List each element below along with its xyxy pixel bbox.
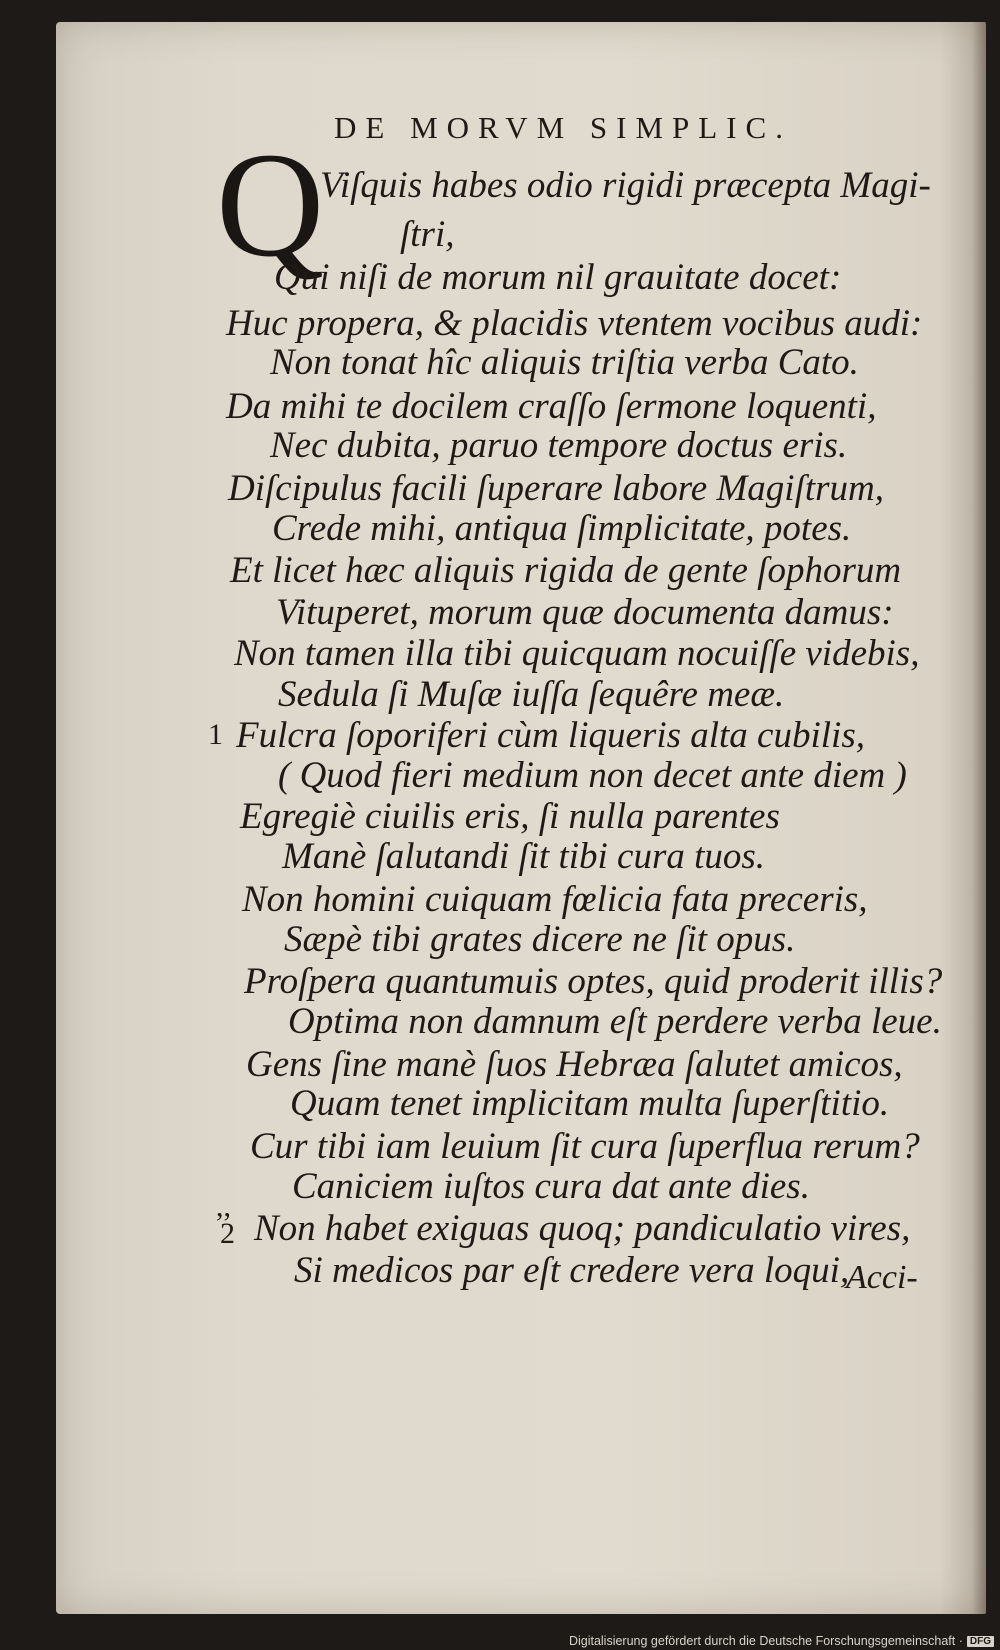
margin-note-2: 2 bbox=[220, 1217, 235, 1250]
verse-line: Non tamen illa tibi quicquam nocuiſſe videbis, bbox=[234, 633, 920, 674]
verse-line: Cur tibi iam leuium ſit cura ſuperflua rerum? bbox=[250, 1126, 920, 1167]
verse-line: Quam tenet implicitam multa ſuperſtitio. bbox=[290, 1083, 890, 1124]
verse-line: Vituperet, morum quæ documenta damus: bbox=[276, 592, 894, 633]
running-head: DE MORVM SIMPLIC. bbox=[334, 110, 792, 145]
verse-line: Si medicos par eſt credere vera loqui, bbox=[294, 1250, 850, 1291]
dfg-logo: DFG bbox=[967, 1636, 994, 1647]
verse-line: Sedula ſi Muſæ iuſſa ſequêre meæ. bbox=[278, 674, 785, 715]
verse-line: Diſcipulus facili ſuperare labore Magiſtrum, bbox=[228, 468, 885, 509]
drop-cap: Q bbox=[216, 122, 325, 288]
verse-line: Qui niſi de morum nil grauitate docet: bbox=[274, 257, 842, 298]
digitization-credit bbox=[569, 1634, 994, 1648]
verse-line: Egregiè ciuilis eris, ſi nulla parentes bbox=[240, 796, 780, 837]
verse-line: Sæpè tibi grates dicere ne ſit opus. bbox=[284, 919, 796, 960]
verse-line: ſtri, bbox=[400, 214, 455, 255]
book-page bbox=[56, 22, 986, 1614]
verse-line: Nec dubita, paruo tempore doctus eris. bbox=[270, 425, 848, 466]
verse-line: Caniciem iuſtos cura dat ante dies. bbox=[292, 1166, 810, 1207]
verse-line: Non tonat hîc aliquis triſtia verba Cato. bbox=[270, 342, 859, 383]
verse-line: Non habet exiguas quoq; pandiculatio vires, bbox=[254, 1208, 911, 1249]
verse-line: Viſquis habes odio rigidi præcepta Magi- bbox=[320, 165, 931, 206]
verse-line: Da mihi te docilem craſſo ſermone loquenti, bbox=[226, 386, 877, 427]
verse-line: Non homini cuiquam fœlicia fata preceris, bbox=[242, 879, 868, 920]
credit-text: Digitalisierung gefördert durch die Deutsche Forschungsgemeinschaft · bbox=[568, 1634, 963, 1648]
verse-line: Gens ſine manè ſuos Hebræa ſalutet amicos, bbox=[246, 1044, 903, 1085]
margin-note-1: 1 bbox=[208, 718, 223, 751]
verse-line: Huc propera, & placidis vtentem vocibus audi: bbox=[226, 303, 923, 344]
verse-line: ( Quod fieri medium non decet ante diem ) bbox=[278, 755, 907, 796]
verse-line: Proſpera quantumuis optes, quid proderit illis? bbox=[244, 961, 943, 1002]
verse-line: Fulcra ſoporiferi cùm liqueris alta cubilis, bbox=[236, 715, 865, 756]
catchword: Acci- bbox=[846, 1259, 918, 1296]
verse-line: Optima non damnum eſt perdere verba leue. bbox=[288, 1001, 942, 1042]
margin-quote-mark: ,, bbox=[216, 1190, 231, 1223]
verse-line: Et licet hæc aliquis rigida de gente ſophorum bbox=[230, 550, 902, 591]
verse-line: Crede mihi, antiqua ſimplicitate, potes. bbox=[272, 508, 852, 549]
verse-line: Manè ſalutandi ſit tibi cura tuos. bbox=[282, 836, 766, 877]
